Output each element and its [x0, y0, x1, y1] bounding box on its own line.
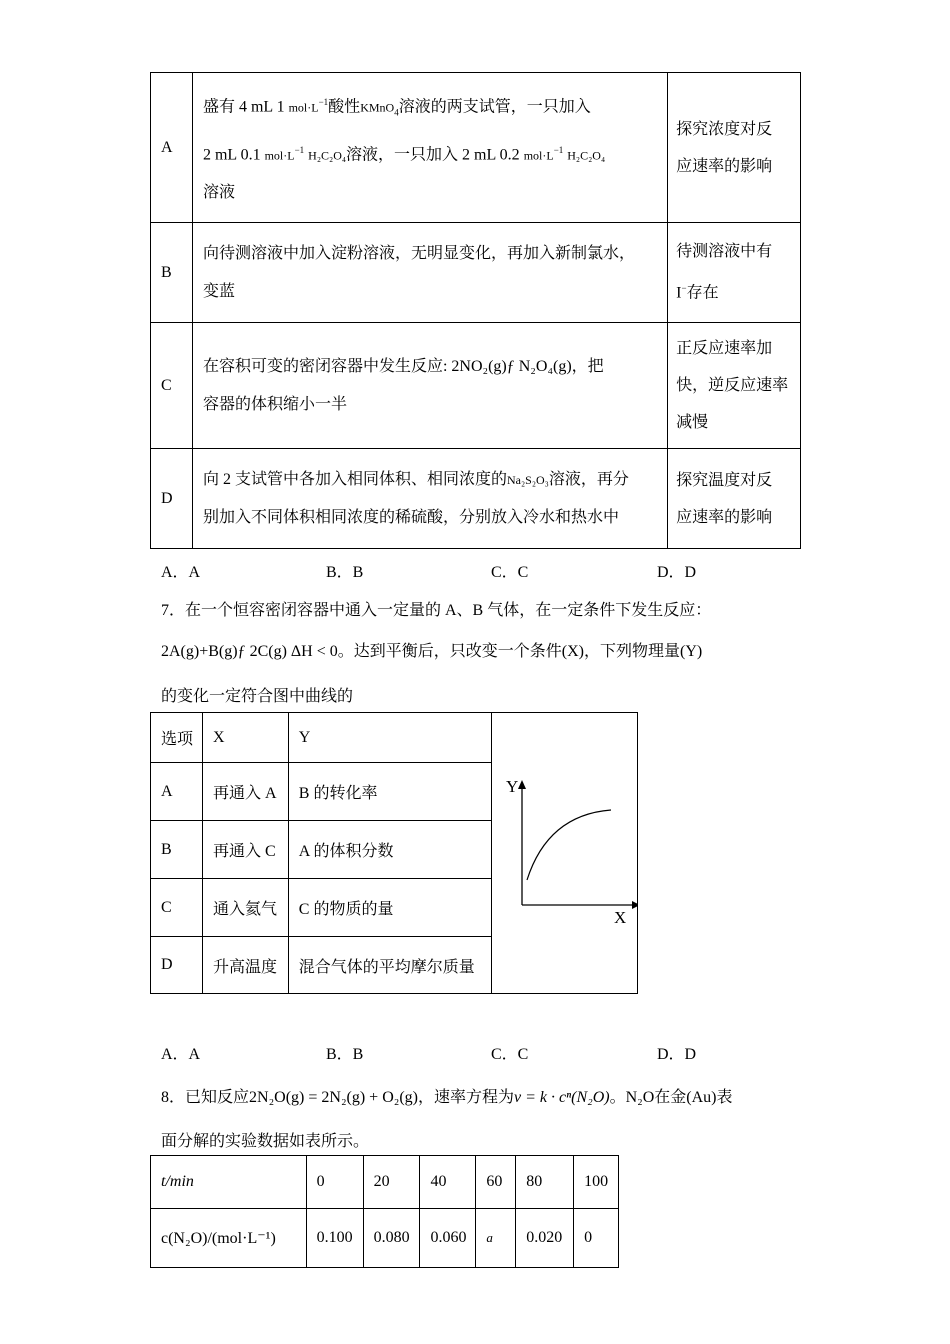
table-row: B 再通入 C A 的体积分数 — [151, 821, 638, 879]
question-8-text-end: 面分解的实验数据如表所示。 — [161, 1133, 370, 1150]
y-axis-arrow — [518, 780, 526, 789]
time-label: t/min — [151, 1156, 307, 1209]
experiment-table — [150, 72, 801, 549]
option-d[interactable]: D．D — [657, 564, 697, 581]
row-result: 正反应速率加 快，逆反应速率 减慢 — [668, 323, 801, 449]
curve-graph — [492, 713, 638, 993]
table-row: t/min 0 20 40 60 80 100 — [151, 1156, 619, 1209]
row-description: 盛有 4 mL 1 $mol\cdot L^{-1}$酸性KMnO$_4$溶液的两支试管，一只加入 2 mL 0.1 $mol\cdot L^{-1}$ H₂C₂O₄溶液，一只加入 2 mL 0.2 $mol\cdot L^{-1}$ H₂C₂O₄ 溶液 — [192, 73, 667, 223]
table-row — [151, 73, 801, 223]
reaction-equation: 2NO₂(g)ƒ N₂O₄(g) — [451, 357, 572, 375]
question-7-text-end: 的变化一定符合图中曲线的 — [161, 688, 354, 705]
row-description: 向待测溶液中加入淀粉溶液，无明显变化，再加入新制氯水， 变蓝 — [192, 223, 667, 323]
option-a[interactable]: A．A — [161, 1046, 201, 1063]
row-label: B — [151, 223, 193, 323]
curve-line — [527, 810, 611, 880]
table-row — [151, 323, 801, 449]
row-result: 待测溶液中有 I−存在 — [668, 223, 801, 323]
options-table — [150, 712, 638, 994]
graph-cell — [492, 713, 638, 994]
answer-options — [161, 559, 861, 583]
table-row — [151, 223, 801, 323]
option-b[interactable]: B．B — [326, 1046, 364, 1063]
table-row: D 升高温度 混合气体的平均摩尔质量 — [151, 937, 638, 994]
question-7-text: 7．在一个恒容密闭容器中通入一定量的 A、B 气体，在一定条件下发生反应： — [161, 602, 712, 619]
option-c[interactable]: C．C — [491, 564, 529, 581]
option-c[interactable]: C．C — [491, 1046, 529, 1063]
table-row: C 通入氦气 C 的物质的量 — [151, 879, 638, 937]
row-label: A — [151, 73, 193, 223]
rate-equation: v = k · cⁿ(N₂O) — [514, 1089, 610, 1106]
table-row — [151, 449, 801, 549]
row-result: 探究浓度对反 应速率的影响 — [668, 73, 801, 223]
question-8-text: 8．已知反应2N₂O(g) = 2N₂(g) + O₂(g)，速率方程为v = k · cⁿ(N₂O)。N₂O在金(Au)表 — [161, 1089, 733, 1106]
x-axis-arrow — [632, 901, 638, 909]
table-header-row — [151, 713, 638, 763]
reaction-equation: 2N₂O(g) = 2N₂(g) + O₂(g) — [249, 1089, 418, 1106]
header-x: X — [202, 713, 288, 763]
row-label: C — [151, 323, 193, 449]
row-label: D — [151, 449, 193, 549]
question-7-equation-line: 2A(g)+B(g)ƒ 2C(g) ΔH < 0。达到平衡后，只改变一个条件(X)，下列物理量(Y) — [161, 643, 703, 660]
data-table — [150, 1155, 619, 1268]
row-description: 向 2 支试管中各加入相同体积、相同浓度的Na₂S₂O₃溶液，再分 别加入不同体积相同浓度的稀硫酸，分别放入冷水和热水中 — [192, 449, 667, 549]
concentration-label: c(N₂O)/(mol·L⁻¹) — [151, 1209, 307, 1268]
row-result: 探究温度对反 应速率的影响 — [668, 449, 801, 549]
option-a[interactable]: A．A — [161, 564, 201, 581]
table-row: A 再通入 A B 的转化率 — [151, 763, 638, 821]
option-d[interactable]: D．D — [657, 1046, 697, 1063]
table-row: c(N₂O)/(mol·L⁻¹) 0.100 0.080 0.060 a 0.020 0 — [151, 1209, 619, 1268]
answer-options — [161, 1041, 861, 1065]
x-axis-label: X — [614, 908, 627, 927]
option-b[interactable]: B．B — [326, 564, 364, 581]
row-description: 在容积可变的密闭容器中发生反应: 2NO₂(g)ƒ N₂O₄(g)，把 容器的体积缩小一半 — [192, 323, 667, 449]
y-axis-label: Y — [506, 777, 519, 796]
header-option: 选项 — [151, 713, 203, 763]
reaction-equation: 2A(g)+B(g)ƒ 2C(g) ΔH < 0 — [161, 643, 338, 660]
header-y: Y — [288, 713, 492, 763]
